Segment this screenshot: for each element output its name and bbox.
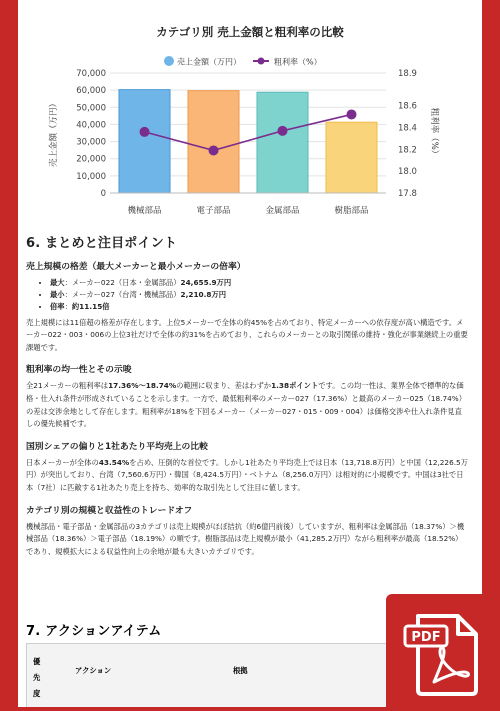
th-priority: 優先度 bbox=[33, 657, 41, 698]
y-tick-label: 40,000 bbox=[76, 120, 106, 131]
y2-tick-label: 18.9 bbox=[398, 69, 417, 79]
legend-bar-label: 売上金額（万円） bbox=[177, 57, 241, 67]
bar bbox=[188, 91, 239, 193]
y2-tick-label: 18.6 bbox=[398, 101, 417, 112]
y-tick-label: 70,000 bbox=[76, 69, 106, 79]
y2-tick-label: 18.0 bbox=[398, 167, 417, 178]
s1-title: 売上規模の格差（最大メーカーと最小メーカーの倍率） bbox=[26, 262, 246, 272]
s1-bullets bbox=[26, 277, 468, 314]
pdf-file-icon bbox=[386, 594, 500, 707]
y-tick-label: 0 bbox=[100, 189, 106, 199]
y-tick-label: 60,000 bbox=[76, 86, 106, 97]
list-item: • 最小：メーカー027（台湾・機械部品）2,210.8万円 bbox=[50, 289, 468, 301]
list-item: • 最大：メーカー022（日本・金属部品）24,655.9万円 bbox=[50, 277, 468, 289]
bar bbox=[119, 90, 170, 193]
y2-tick-label: 18.2 bbox=[398, 145, 417, 156]
summary-content bbox=[26, 232, 468, 558]
y-tick-label: 50,000 bbox=[76, 103, 106, 114]
x-tick-label: 電子部品 bbox=[196, 206, 231, 216]
margin-point bbox=[209, 145, 219, 155]
bar bbox=[257, 92, 308, 193]
margin-line bbox=[145, 114, 352, 150]
s2-body: 全21メーカーの粗利率は17.36%〜18.74%の範囲に収まり、差はわずか1.38ポイントです。この均一性は、業界全体で標準的な価格・仕入れ条件が形成されていることを示します。一方で、最低粗利率のメーカー027（17.36%）と最高のメーカー025（18.74%）の差は交渉余地として存在します。粗利率が18%を下回るメーカー（メーカー027・015・009・004）は価格交渉や仕入れ条件見直しの優先候補です。 bbox=[26, 381, 467, 429]
bar bbox=[326, 122, 377, 193]
s3-body: 日本メーカーが全体の43.54%を占め、圧倒的な首位です。しかし1社あたり平均売上では日本（13,718.8万円）と中国（12,226.5万円）が突出しており、台湾（7,560.6万円）・韓国（8,424.5万円）・ベトナム（8,256.0万円）は相対的に小規模です。中国は3社で日本（7社）に匹敵する1社あたり売上を持ち、効率的な取引先として注目に値します。 bbox=[26, 457, 468, 492]
pdf-badge[interactable] bbox=[386, 594, 500, 707]
margin-point bbox=[278, 126, 288, 136]
legend-line-marker bbox=[258, 58, 265, 65]
pdf-badge-label: PDF bbox=[411, 630, 441, 645]
margin-point bbox=[140, 127, 150, 137]
x-tick-label: 金属部品 bbox=[265, 206, 300, 216]
action-items-table bbox=[26, 643, 438, 707]
s4-body: 機械部品・電子部品・金属部品の3カテゴリは売上規模がほぼ拮抗（約6億円前後）していますが、粗利率は金属部品（18.37%）＞機械部品（18.36%）＞電子部品（18.19%）の順です。樹脂部品は売上規模が最小（41,285.2万円）ながら粗利率が最高（18.52%）であり、規模拡大による収益性向上の余地が最も大きいカテゴリです。 bbox=[26, 521, 465, 556]
chart-legend bbox=[164, 56, 322, 67]
margin-point bbox=[347, 109, 357, 119]
legend-line-label: 粗利率（%） bbox=[274, 57, 322, 67]
legend-bar-swatch bbox=[164, 56, 174, 66]
s4-title: カテゴリ別の規模と収益性のトレードオフ bbox=[26, 505, 193, 516]
y-axis-title: 売上金額（万円） bbox=[49, 98, 59, 168]
y-tick-label: 10,000 bbox=[76, 171, 106, 182]
s2-title: 粗利率の均一性とその示唆 bbox=[26, 365, 132, 376]
section7-heading: 7. アクションアイテム bbox=[26, 624, 162, 639]
y-tick-label: 30,000 bbox=[76, 137, 106, 148]
y-tick-label: 20,000 bbox=[76, 154, 106, 165]
sales-margin-chart bbox=[18, 0, 482, 225]
s3-title: 国別シェアの偏りと1社あたり平均売上の比較 bbox=[26, 441, 208, 452]
list-item: • 倍率：約11.15倍 bbox=[50, 301, 468, 313]
y2-tick-label: 18.4 bbox=[398, 123, 417, 134]
section6-heading: 6. まとめと注目ポイント bbox=[26, 236, 178, 251]
th-action: アクション bbox=[75, 666, 112, 675]
chart-title: カテゴリ別 売上金額と粗利率の比較 bbox=[156, 25, 344, 39]
th-basis: 根拠 bbox=[233, 666, 248, 675]
x-tick-label: 樹脂部品 bbox=[334, 206, 369, 216]
x-tick-label: 機械部品 bbox=[127, 206, 162, 216]
y2-axis-title: 粗利率（%） bbox=[429, 107, 439, 159]
s1-body: 売上規模には11倍超の格差が存在します。上位5メーカーで全体の約45%を占めており、特定メーカーへの依存度が高い構造です。メーカー022・003・006の上位3社だけで全体の約31%を占めており、これらのメーカーとの取引関係の維持・強化が事業継続上の重要課題です。 bbox=[26, 317, 468, 352]
y2-tick-label: 17.8 bbox=[398, 189, 417, 199]
chart-margin-line bbox=[140, 109, 357, 155]
